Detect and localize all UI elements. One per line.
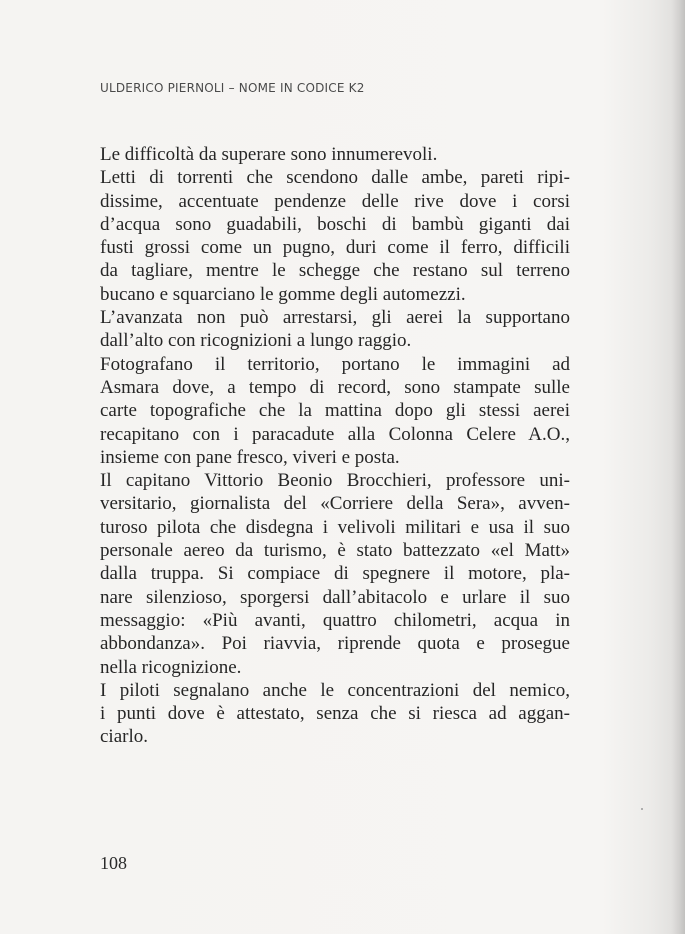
text-line: I piloti segnalano anche le concentrazioni del nemico, — [100, 679, 570, 701]
text-line: nella ricognizione. — [100, 656, 242, 678]
text-line: i punti dove è attestato, senza che si riesca ad aggan- — [100, 703, 570, 725]
text-line: Fotografano il territorio, portano le immagini ad — [100, 353, 570, 375]
text-line: Il capitano Vittorio Beonio Brocchieri, professore uni- — [100, 470, 570, 492]
text-line: bucano e squarciano le gomme degli automezzi. — [100, 283, 466, 305]
page-edge-shadow — [671, 0, 685, 934]
text-line: da tagliare, mentre le schegge che restano sul terreno — [100, 260, 570, 282]
text-line: dalla truppa. Si compiace di spegnere il motore, pla- — [100, 563, 570, 585]
text-line: nare silenzioso, sporgersi dall’abitacolo e urlare il suo — [100, 586, 570, 608]
text-line: carte topografiche che la mattina dopo gli stessi aerei — [100, 400, 570, 422]
text-line: dissime, accentuate pendenze delle rive dove i corsi — [100, 190, 570, 212]
page-number: 108 — [100, 853, 127, 873]
text-line: dall’alto con ricognizioni a lungo raggio. — [100, 330, 412, 352]
text-line: Asmara dove, a tempo di record, sono stampate sulle — [100, 376, 570, 398]
text-line: d’acqua sono guadabili, boschi di bambù giganti dai — [100, 213, 570, 235]
text-line: abbondanza». Poi riavvia, riprende quota e prosegue — [100, 633, 570, 655]
text-line: L’avanzata non può arrestarsi, gli aerei la supportano — [100, 307, 570, 329]
body-text — [100, 143, 570, 749]
text-line: ciarlo. — [100, 726, 149, 748]
text-line: turoso pilota che disdegna i velivoli militari e usa il suo — [100, 516, 570, 538]
text-line: recapitano con i paracadute alla Colonna Celere A.O., — [100, 423, 570, 445]
text-line: Letti di torrenti che scendono dalle ambe, pareti ripi- — [100, 167, 570, 189]
text-line: fusti grossi come un pugno, duri come il ferro, difficili — [100, 237, 570, 259]
text-line: personale aereo da turismo, è stato battezzato «el Matt» — [100, 540, 570, 562]
text-line: insieme con pane fresco, viveri e posta. — [100, 446, 400, 468]
text-line: versitario, giornalista del «Corriere della Sera», avven- — [100, 493, 570, 515]
text-line: messaggio: «Più avanti, quattro chilometri, acqua in — [100, 609, 570, 631]
running-header: ULDERICO PIERNOLI – NOME IN CODICE K2 — [100, 81, 365, 95]
paper-speck — [641, 808, 643, 810]
text-line: Le difficoltà da superare sono innumerevoli. — [100, 144, 438, 165]
